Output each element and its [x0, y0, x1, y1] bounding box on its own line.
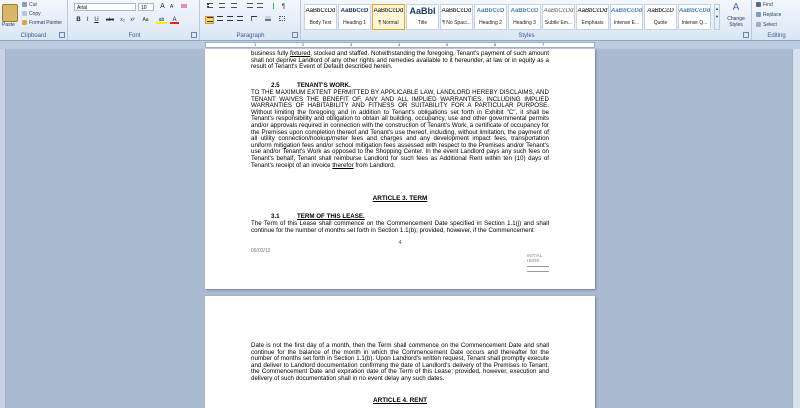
- shading-icon: [265, 16, 271, 21]
- paragraph-label: Paragraph: [236, 33, 265, 39]
- clipboard-label: Clipboard: [20, 33, 47, 39]
- clear-format-button[interactable]: [179, 3, 188, 11]
- strikethrough-button[interactable]: abc: [105, 17, 115, 23]
- ruler-number: 2: [302, 42, 305, 47]
- term-paragraph[interactable]: The Term of this Lease shall commence on the Commencement Date specified in Section 1.1(j) and shall continue for the number of months set forth in Section 1.1(b); provided, however, if the Commencement: [251, 220, 549, 234]
- copy-icon: [22, 11, 27, 16]
- paragraph-launcher[interactable]: [292, 32, 298, 38]
- scissors-icon: [22, 2, 27, 7]
- change-case-button[interactable]: Aa: [142, 17, 149, 23]
- ribbon: [0, 0, 800, 41]
- clipboard-launcher[interactable]: [59, 32, 65, 38]
- style-body-text[interactable]: AaBbCcDd Body Text: [304, 4, 337, 30]
- borders-icon: [279, 16, 285, 21]
- align-center-icon: [217, 16, 223, 21]
- vertical-scrollbar[interactable]: [792, 49, 800, 408]
- italic-button[interactable]: I: [86, 17, 89, 23]
- decrease-indent-button[interactable]: [245, 3, 254, 11]
- tenants-work-paragraph[interactable]: TO THE MAXIMUM EXTENT PERMITTED BY APPLICABLE LAW, LANDLORD HEREBY DISCLAIMS, AND TENANT WAIVES THE BENEFIT OF, ANY AND ALL IMPLIED WARRANTIES, INCLUDING IMPLIED WARRANTIES OF HABITABILITY AND FITNESS OR SUITABILITY FOR A PARTICULAR PURPOSE. Without limiting the foregoing and in addition to Tenant's obligations set forth in Exhibit "C", it shall be Tenant's responsibility and obligation to obtain all building, occupancy, use and other governmental permits and/or approvals required in connection with the construction of Tenant's Work, a certificate of occupancy for the Premises upon completion thereof and Tenant's use thereof, including, without limitation, the payment of all utility connection/hookup/meter fees and charges and any development impact fees, transportation uniform mitigation fees and/or school mitigation fees assessed with respect to the Premises and/or Tenant's use and/or Tenant's Work as opposed to the Shopping Center. In the event Landlord pays any such fees on Tenant's behalf, Tenant shall reimburse Landlord for such fees as Additional Rent within ten (10) days of Tenant's receipt of an invoice therefor from Landlord.: [251, 89, 549, 169]
- shading-button[interactable]: [263, 16, 272, 24]
- ruler-number: 6: [494, 42, 497, 47]
- clipboard-group: [0, 0, 68, 40]
- style-emphasis[interactable]: AaBbCcDd Emphasis: [576, 4, 609, 30]
- superscript-button[interactable]: x²: [130, 17, 135, 23]
- font-launcher[interactable]: [191, 32, 197, 38]
- styles-launcher[interactable]: [743, 32, 749, 38]
- line-spacing-button[interactable]: [249, 16, 258, 24]
- term-continued-paragraph[interactable]: Date is not the first day of a month, then the Term shall commence on the Commencement Date and shall continue for the balance of the month in which the Commencement Date occurs and thereafter for the number of months set forth in Section 1.1(b). Upon Landlord's written request, Tenant shall promptly execute and deliver to Landlord documentation confirming the date of Landlord's delivery of the Premises to Tenant, the Commencement Date and expiration date of the Term of this Lease; provided, however, execution and delivery of such documentation shall in no event delay any such dates.: [251, 342, 549, 382]
- intro-paragraph[interactable]: business fully fixtured, stocked and staffed. Notwithstanding the foregoing, Tenant's payment of such amount shall not deprive Landlord of any other rights and remedies available to it hereunder, at law or in equity as a result of Tenant's Event of Default described herein.: [251, 50, 549, 71]
- initial-line: [527, 271, 549, 272]
- borders-button[interactable]: [277, 16, 286, 24]
- grow-font-button[interactable]: A: [160, 3, 165, 10]
- numbering-icon: [219, 3, 225, 8]
- style-subtle-emphasis[interactable]: AaBbCcDd Subtle Em...: [542, 4, 575, 30]
- bullets-button[interactable]: [205, 3, 214, 11]
- paste-icon[interactable]: [2, 4, 18, 22]
- eraser-icon: [181, 4, 187, 8]
- highlight-button[interactable]: ab: [156, 16, 167, 24]
- document-page-2[interactable]: [205, 296, 595, 408]
- ruler-number: 1: [254, 42, 257, 47]
- align-left-button[interactable]: [205, 16, 214, 24]
- style-heading-1[interactable]: AaBbCcD Heading 1: [338, 4, 371, 30]
- ruler-number: 7: [542, 42, 545, 47]
- paste-button[interactable]: Paste: [2, 22, 15, 28]
- ruler-number: 5: [446, 42, 449, 47]
- editing-label: Editing: [767, 33, 786, 39]
- underline-button[interactable]: U: [94, 17, 99, 23]
- article-3-heading: ARTICLE 3. TERM: [372, 195, 428, 202]
- style-intense-emphasis[interactable]: AaBbCcDd Intense E...: [610, 4, 643, 30]
- show-formatting-button[interactable]: ¶: [281, 4, 286, 10]
- align-right-icon: [227, 16, 233, 21]
- ruler-number: 3: [350, 42, 353, 47]
- styles-gallery-scroll[interactable]: [714, 4, 720, 30]
- initial-here-label: INITIAL HERE: [527, 253, 543, 263]
- bullets-icon: [207, 3, 213, 8]
- ruler-strip: [0, 41, 800, 49]
- align-center-button[interactable]: [215, 16, 224, 24]
- style-quote[interactable]: AaBbCcD Quote: [644, 4, 677, 30]
- section-2-5-title: TENANT'S WORK.: [297, 82, 351, 89]
- sort-button[interactable]: [267, 3, 276, 11]
- change-styles-icon[interactable]: A: [732, 2, 740, 13]
- bold-button[interactable]: B: [76, 17, 81, 23]
- outdent-icon: [247, 3, 253, 8]
- section-3-1-title: TERM OF THIS LEASE.: [297, 213, 365, 220]
- numbering-button[interactable]: [217, 3, 226, 11]
- style-heading-2[interactable]: AaBbCcD Heading 2: [474, 4, 507, 30]
- brush-icon: [22, 20, 27, 25]
- font-color-button[interactable]: A: [170, 16, 179, 24]
- change-styles-button[interactable]: Change Styles: [727, 16, 745, 28]
- footer-date: 06/03/13: [251, 248, 271, 254]
- style-normal[interactable]: AaBbCcDd ¶ Normal: [372, 4, 405, 30]
- justify-icon: [237, 16, 243, 21]
- paragraph-group: [201, 0, 301, 40]
- align-left-icon: [207, 17, 213, 22]
- styles-label: Styles: [518, 33, 535, 39]
- font-name-combo[interactable]: Arial: [74, 3, 136, 11]
- cut-button[interactable]: Cut: [22, 2, 37, 9]
- font-size-combo[interactable]: 10: [138, 3, 154, 11]
- format-painter-button[interactable]: Format Painter: [22, 20, 62, 27]
- copy-button[interactable]: Copy: [22, 11, 41, 18]
- justify-button[interactable]: [235, 16, 244, 24]
- document-page-1[interactable]: [205, 49, 595, 289]
- replace-icon: [756, 12, 761, 17]
- styles-group: [302, 0, 752, 40]
- section-3-1-number: 3.1: [271, 213, 280, 220]
- subscript-button[interactable]: x₂: [120, 17, 125, 23]
- ruler-number: 4: [398, 42, 401, 47]
- indent-icon: [257, 3, 263, 8]
- select-arrow-icon: [756, 22, 761, 27]
- initial-line: [527, 266, 549, 267]
- binoculars-icon: [756, 2, 761, 7]
- font-group: [70, 0, 200, 40]
- gallery-down-icon: ▼: [715, 14, 719, 19]
- horizontal-ruler[interactable]: [205, 42, 595, 48]
- find-button[interactable]: Find: [756, 2, 773, 9]
- editing-group: [753, 0, 800, 40]
- line-spacing-icon: [251, 16, 257, 21]
- style-heading-3[interactable]: AaBbCcD Heading 3: [508, 4, 541, 30]
- align-right-button[interactable]: [225, 16, 234, 24]
- multilevel-icon: [231, 3, 237, 8]
- font-label: Font: [128, 33, 141, 39]
- style-no-spacing[interactable]: AaBbCcDd ¶ No Spaci...: [440, 4, 473, 30]
- multilevel-list-button[interactable]: [229, 3, 238, 11]
- style-intense-quote[interactable]: AaBbCcDd Intense Q...: [678, 4, 711, 30]
- style-title[interactable]: AaBbI Title: [406, 4, 439, 30]
- vertical-ruler[interactable]: [0, 49, 6, 408]
- increase-indent-button[interactable]: [255, 3, 264, 11]
- article-4-heading: ARTICLE 4. RENT: [373, 397, 427, 404]
- replace-button[interactable]: Replace: [756, 12, 781, 19]
- page-number: 4: [398, 240, 402, 246]
- gallery-up-icon: ▲: [715, 6, 719, 11]
- section-2-5-number: 2.5: [271, 82, 280, 89]
- shrink-font-button[interactable]: A: [169, 4, 174, 10]
- sort-icon: [269, 3, 274, 9]
- select-button[interactable]: Select: [756, 22, 777, 29]
